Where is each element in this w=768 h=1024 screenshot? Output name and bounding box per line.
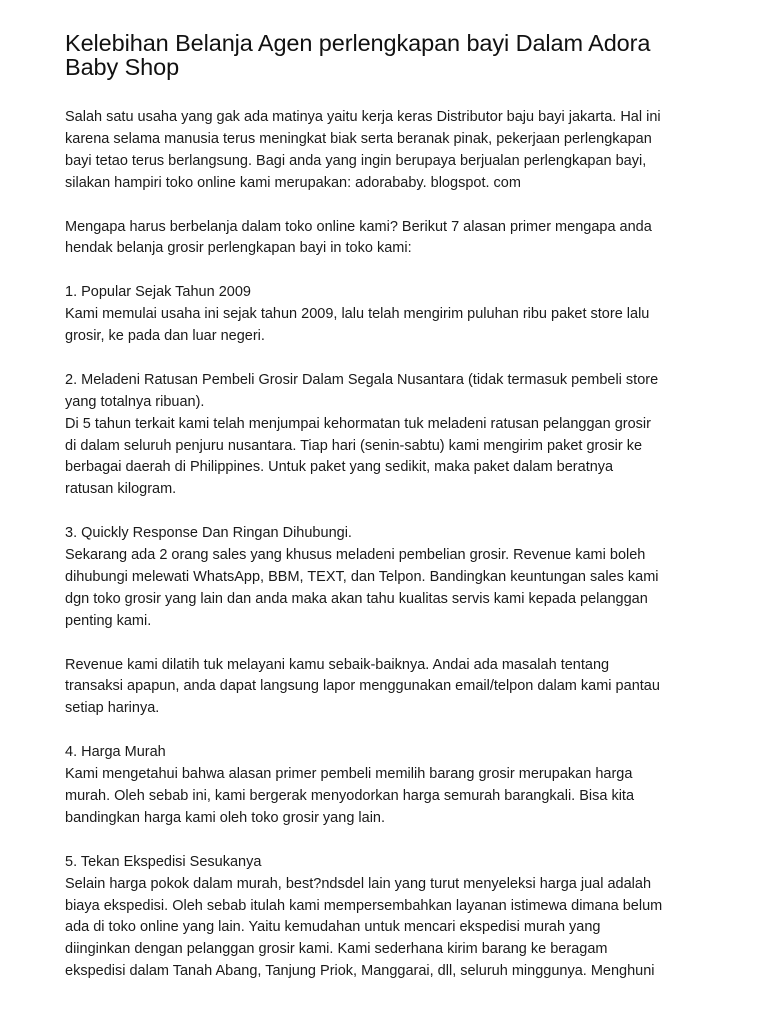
text-line: dihubungi melewati WhatsApp, BBM, TEXT, dan Telpon. Bandingkan keuntungan sales kami — [65, 568, 659, 585]
section-heading: yang totalnya ribuan). — [65, 393, 205, 410]
text-line: dgn toko grosir yang lain dan anda maka akan tahu kualitas servis kami kepada pelanggan — [65, 590, 648, 607]
paragraph-reason-3-followup — [65, 655, 728, 721]
text-line: Kami memulai usaha ini sejak tahun 2009, lalu telah mengirim puluhan ribu paket store lalu — [65, 306, 650, 323]
text-line: Selain harga pokok dalam murah, best?ndsdel lain yang turut menyeleksi harga jual adalah — [65, 875, 652, 892]
text-line: penting kami. — [65, 612, 152, 629]
text-line: transaksi apapun, anda dapat langsung lapor menggunakan email/telpon dalam kami pantau — [65, 678, 660, 695]
text-line: karena selama manusia terus meningkat biak serta beranak pinak, pekerjaan perlengkapan — [65, 130, 652, 147]
paragraph-intro — [65, 107, 728, 195]
text-line: Di 5 tahun terkait kami telah menjumpai kehormatan tuk meladeni ratusan pelanggan grosir — [65, 415, 651, 432]
text-line: Sekarang ada 2 orang sales yang khusus meladeni pembelian grosir. Revenue kami boleh — [65, 547, 646, 564]
text-line: hendak belanja grosir perlengkapan bayi in toko kami: — [65, 240, 412, 257]
text-line: di dalam seluruh penjuru nusantara. Tiap hari (senin-sabtu) kami mengirim paket grosir ke — [65, 437, 643, 454]
paragraph-reason-5 — [65, 852, 728, 983]
text-line: bandingkan harga kami oleh toko grosir yang lain. — [65, 809, 386, 826]
text-line: bayi tetao terus berlangsung. Bagi anda yang ingin berupaya berjualan perlengkapan bayi, — [65, 152, 647, 169]
text-line: setiap harinya. — [65, 700, 160, 717]
text-line: berbagai daerah di Philippines. Untuk paket yang sedikit, maka paket dalam beratnya — [65, 459, 614, 476]
text-line: Salah satu usaha yang gak ada matinya yaitu kerja keras Distributor baju bayi jakarta. Hal ini — [65, 109, 661, 125]
document-title — [65, 31, 728, 79]
text-line: Mengapa harus berbelanja dalam toko online kami? Berikut 7 alasan primer mengapa anda — [65, 218, 652, 235]
section-heading: 1. Popular Sejak Tahun 2009 — [65, 284, 251, 301]
text-line: ekspedisi dalam Tanah Abang, Tanjung Priok, Manggarai, dll, seluruh minggunya. Menghuni — [65, 963, 655, 980]
text-line: Revenue kami dilatih tuk melayani kamu sebaik-baiknya. Andai ada masalah tentang — [65, 656, 610, 673]
title-line: Kelebihan Belanja Agen perlengkapan bayi Dalam Adora — [65, 30, 651, 56]
text-line: ratusan kilogram. — [65, 481, 177, 498]
section-heading: 4. Harga Murah — [65, 744, 166, 761]
text-line: ada di toko online yang lain. Yaitu kemudahan untuk mencari ekspedisi murah yang — [65, 919, 601, 936]
section-heading: 3. Quickly Response Dan Ringan Dihubungi. — [65, 525, 352, 542]
text-line: silakan hampiri toko online kami merupakan: adorababy. blogspot. com — [65, 174, 521, 191]
text-line: diinginkan dengan pelanggan grosir kami. Kami sederhana kirim barang ke beragam — [65, 941, 608, 958]
section-heading: 2. Meladeni Ratusan Pembeli Grosir Dalam Segala Nusantara (tidak termasuk pembeli store — [65, 371, 659, 388]
paragraph-reason-3 — [65, 523, 728, 633]
text-line: Kami mengetahui bahwa alasan primer pembeli memilih barang grosir merupakan harga — [65, 766, 633, 783]
text-line: grosir, ke pada dan luar negeri. — [65, 328, 265, 345]
paragraph-reason-1 — [65, 282, 728, 348]
text-line: murah. Oleh sebab ini, kami bergerak menyodorkan harga semurah barangkali. Bisa kita — [65, 788, 635, 804]
title-line: Baby Shop — [65, 54, 180, 80]
paragraph-reason-4 — [65, 742, 728, 830]
text-line: biaya ekspedisi. Oleh sebab itulah kami mempersembahkan layanan istimewa dimana belum — [65, 897, 663, 914]
paragraph-reasons-intro — [65, 217, 728, 261]
paragraph-reason-2 — [65, 370, 728, 501]
document-body — [65, 107, 728, 983]
section-heading: 5. Tekan Ekspedisi Sesukanya — [65, 853, 262, 870]
